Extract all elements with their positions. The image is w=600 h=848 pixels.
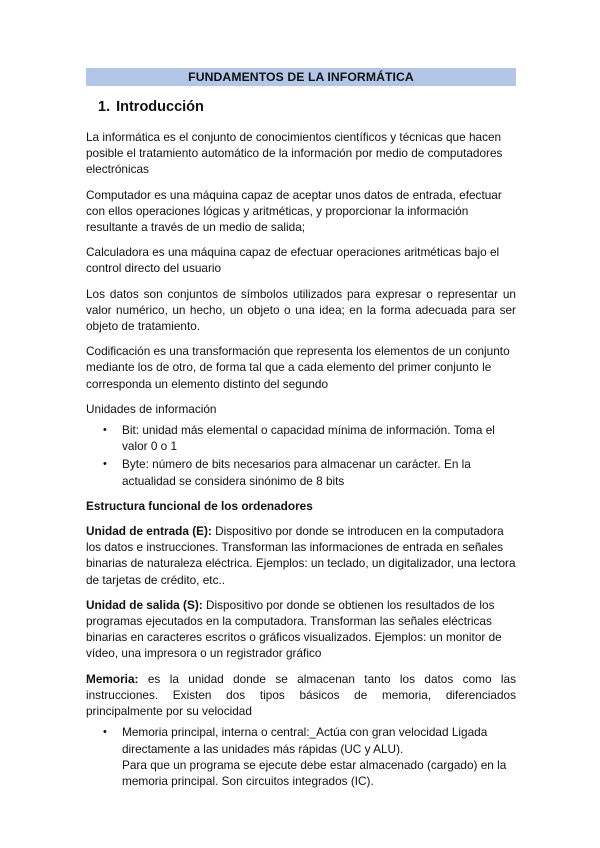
bullet-icon: • xyxy=(103,458,107,471)
document-page xyxy=(86,68,516,791)
unidad-salida-label: Unidad de salida (S): xyxy=(86,597,203,612)
bullet-icon: • xyxy=(103,424,107,437)
unidad-entrada-label: Unidad de entrada (E): xyxy=(86,524,212,539)
list-item-text: Para que un programa se ejecute debe estar almacenado (cargado) en la memoria principal. Son circuitos integrados (IC). xyxy=(122,757,507,788)
list-item xyxy=(86,456,516,488)
memoria-list xyxy=(86,724,516,789)
memoria-label: Memoria: xyxy=(86,671,139,686)
paragraph-calculadora: Calculadora es una máquina capaz de efectuar operaciones aritméticas bajo el control directo del usuario xyxy=(86,245,500,276)
section-heading xyxy=(98,96,516,118)
bullet-icon: • xyxy=(103,726,107,739)
list-item-text: Byte: número de bits necesarios para almacenar un carácter. En la actualidad se considera sinónimo de 8 bits xyxy=(122,457,471,488)
list-item-text: Memoria principal, interna o central:_Actúa con gran velocidad Ligada directamente a las unidades más rápidas (UC y ALU). xyxy=(122,725,488,756)
list-item xyxy=(86,724,516,789)
unidades-list xyxy=(86,422,516,489)
memoria-text: es la unidad donde se almacenan tanto los datos como las instrucciones. Existen dos tipos básicos de memoria, diferenciados principalmente por su velocidad xyxy=(86,671,516,719)
unidades-heading: Unidades de información xyxy=(86,401,217,416)
unidad-entrada-text: Dispositivo por donde se introducen en la computadora los datos e instrucciones. Transforman las informaciones de entrada en señales binarias de naturaleza eléctrica. Ejemplos: un teclado, un digitalizador, una lectora de tarjetas de crédito, etc.. xyxy=(86,524,516,587)
paragraph-computador: Computador es una máquina capaz de aceptar unos datos de entrada, efectuar con ellos operaciones lógicas y aritméticas, y proporcionar la información resultante a través de un medio de salida; xyxy=(86,187,502,235)
section-title: Introducción xyxy=(116,99,204,115)
paragraph-memoria xyxy=(86,671,516,720)
document-title: FUNDAMENTOS DE LA INFORMÁTICA xyxy=(86,68,516,86)
list-item xyxy=(86,422,516,454)
paragraph-unidad-salida xyxy=(86,597,516,662)
paragraph-datos: Los datos son conjuntos de símbolos utilizados para expresar o representar un valor numérico, un hecho, un objeto o una idea; en la forma adecuada para ser objeto de tratamiento. xyxy=(86,286,516,334)
list-item-text: Bit: unidad más elemental o capacidad mínima de información. Toma el valor 0 o 1 xyxy=(122,423,495,454)
paragraph-unidad-entrada xyxy=(86,523,516,588)
paragraph-codificacion: Codificación es una transformación que representa los elementos de un conjunto mediante los de otro, de forma tal que a cada elemento del primer conjunto le corresponda un elemento distinto del segundo xyxy=(86,344,510,391)
paragraph-informatica: La informática es el conjunto de conocimientos científicos y técnicas que hacen posible el tratamiento automático de la información por medio de computadores electrónicas xyxy=(86,130,503,177)
section-number: 1. xyxy=(98,99,111,115)
estructura-heading: Estructura funcional de los ordenadores xyxy=(86,498,313,513)
unidad-salida-text: Dispositivo por donde se obtienen los resultados de los programas ejecutados en la computadora. Transforman las señales eléctricas binarias en caracteres escritos o gráficos visualizados. Ejemplos: un monitor de vídeo, una impresora o un registrador gráfico xyxy=(86,597,502,661)
